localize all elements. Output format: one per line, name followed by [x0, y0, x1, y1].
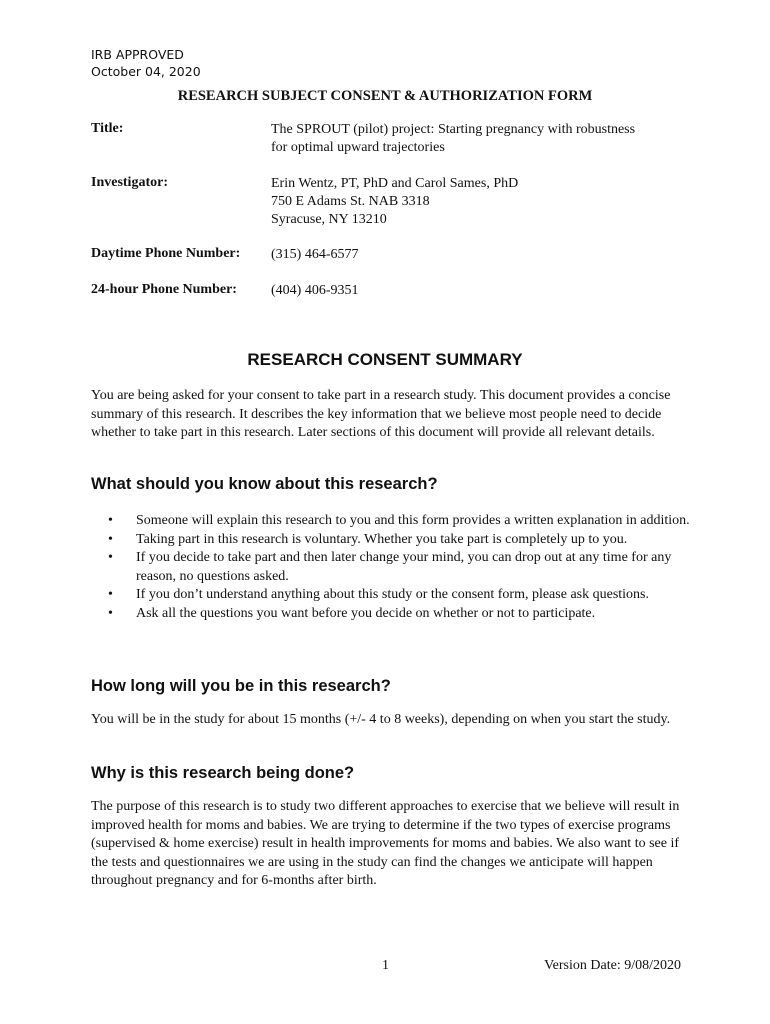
list-item-text: If you decide to take part and then later change your mind, you can drop out at any time for any reason, no questions asked. [136, 550, 672, 584]
investigator-city: Syracuse, NY 13210 [271, 212, 387, 227]
bullet-icon: • [108, 605, 113, 621]
how-long-paragraph: You will be in the study for about 15 months (+/- 4 to 8 weeks), depending on when you start the study. [91, 712, 671, 727]
list-item [108, 586, 693, 605]
bullet-icon: • [108, 531, 113, 547]
investigator-street: 750 E Adams St. NAB 3318 [271, 194, 430, 209]
section-heading-why: Why is this research being done? [91, 764, 355, 782]
daytime-phone-value: (315) 464-6577 [271, 247, 359, 262]
title-value-line-2: for optimal upward trajectories [271, 140, 445, 155]
irb-approved-label: IRB APPROVED [91, 47, 184, 62]
section-heading-how-long: How long will you be in this research? [91, 677, 391, 695]
intro-paragraph: You are being asked for your consent to take part in a research study. This document provides a concise summary of this research. It describes the key information that we believe most people need to decide whether to take part in this research. Later sections of this document will provide all relevant details. [91, 388, 671, 440]
bullet-icon: • [108, 513, 113, 528]
list-item [108, 531, 693, 550]
24hour-phone-value: (404) 406-9351 [271, 283, 359, 298]
list-item-text: If you don’t understand anything about this study or the consent form, please ask questions. [136, 587, 649, 602]
list-item [108, 605, 693, 624]
list-item-text: Taking part in this research is voluntary. Whether you take part is completely up to you. [136, 531, 628, 547]
summary-title: RESEARCH CONSENT SUMMARY [247, 350, 523, 369]
investigator-names: Erin Wentz, PT, PhD and Carol Sames, PhD [271, 176, 519, 191]
bullet-icon: • [108, 587, 113, 602]
title-label: Title: [91, 121, 124, 136]
section-heading-what-to-know: What should you know about this research? [91, 475, 438, 493]
bullet-icon: • [108, 550, 113, 565]
irb-approval-stamp [91, 46, 201, 80]
list-item-text: Someone will explain this research to you and this form provides a written explanation in addition. [136, 513, 690, 528]
version-date: Version Date: 9/08/2020 [544, 958, 681, 973]
title-value [271, 121, 691, 157]
24hour-phone-label: 24-hour Phone Number: [91, 282, 237, 297]
list-item [108, 549, 693, 586]
list-item [108, 512, 693, 531]
daytime-phone-label: Daytime Phone Number: [91, 246, 241, 261]
why-paragraph: The purpose of this research is to study two different approaches to exercise that we believe will result in improved health for moms and babies. We are trying to determine if the two types of exercise programs (supervised & home exercise) result in health improvements for moms and babies. We also want to see if the tests and questionnaires we are using in the study can find the changes we anticipate will happen throughout pregnancy and for 6-months after birth. [91, 799, 680, 888]
title-value-line-1: The SPROUT (pilot) project: Starting pregnancy with robustness [271, 122, 636, 137]
list-item-text: Ask all the questions you want before you decide on whether or not to participate. [136, 605, 596, 621]
investigator-value [271, 175, 691, 229]
bullet-list [108, 512, 693, 623]
page-number: 1 [382, 958, 389, 973]
form-title: RESEARCH SUBJECT CONSENT & AUTHORIZATION FORM [177, 88, 593, 104]
irb-approval-date: October 04, 2020 [91, 64, 201, 79]
investigator-label: Investigator: [91, 175, 168, 190]
